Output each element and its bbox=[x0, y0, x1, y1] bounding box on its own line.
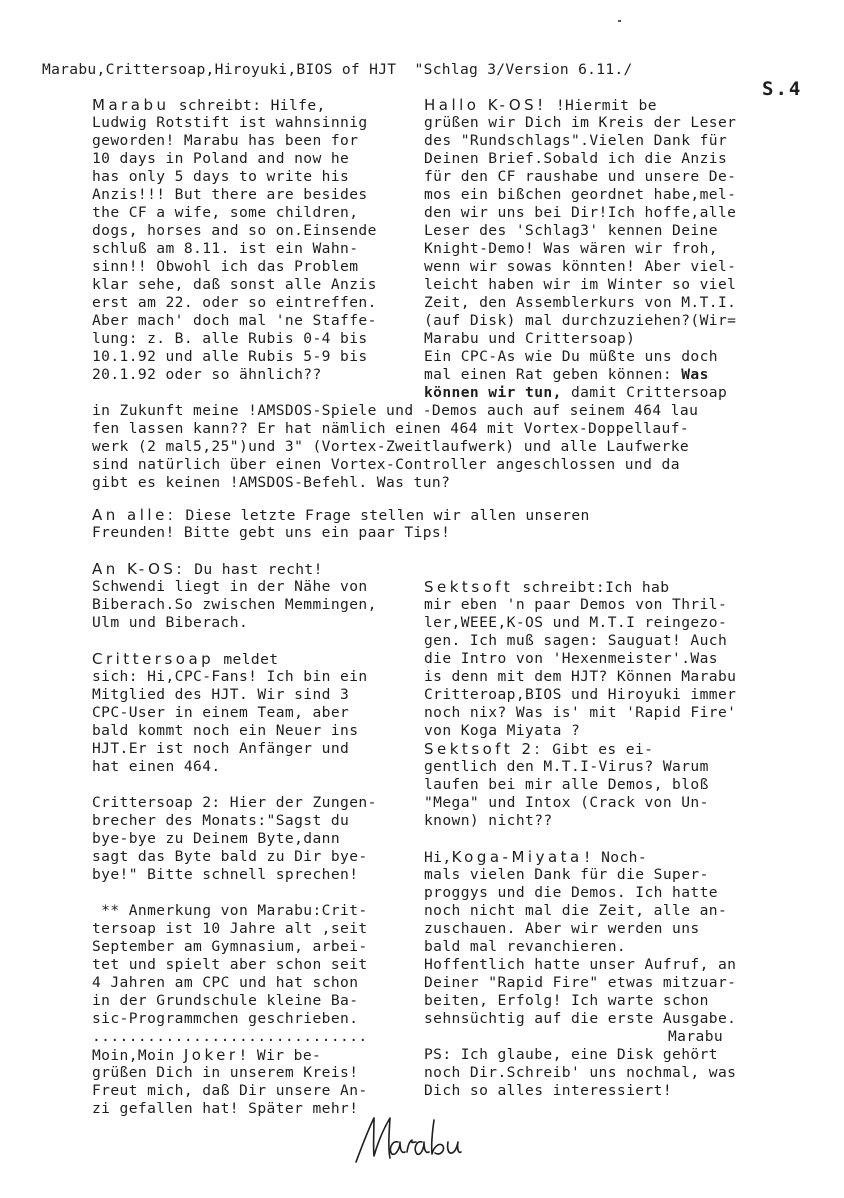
heading-marabu: Marabu bbox=[92, 96, 170, 114]
blank-line bbox=[92, 632, 377, 650]
text-line: PS: Ich glaube, eine Disk gehört bbox=[424, 1046, 718, 1063]
text-fragment: !Hiermit be bbox=[546, 97, 657, 114]
text-line: HJT.Er ist noch Anfänger und bbox=[92, 740, 350, 757]
text-line: "Mega" und Intox (Crack von Un- bbox=[424, 794, 709, 811]
text-line: mos ein bißchen geordnet habe,mel- bbox=[424, 186, 737, 203]
page-number: S.4 bbox=[762, 78, 803, 100]
text-line: zi gefallen hat! Später mehr! bbox=[92, 1100, 359, 1117]
text-line: sind natürlich über einen Vortex-Controller angeschlossen und da bbox=[92, 456, 680, 473]
text-fragment: Gibt es ei- bbox=[543, 741, 654, 758]
text-line bbox=[424, 578, 736, 596]
text-line: leicht haben wir im Winter so viel bbox=[424, 276, 737, 293]
text-line: 10 days in Poland and now he bbox=[92, 150, 350, 167]
text-line: Anzis!!! But there are besides bbox=[92, 186, 368, 203]
heading-hallo-kos: Hallo K-OS! bbox=[424, 96, 547, 114]
text-line: laufen bei mir alle Demos, bloß bbox=[424, 776, 709, 793]
text-line bbox=[424, 96, 736, 114]
blank-line bbox=[92, 776, 377, 794]
text-line: Mitglied des HJT. Wir sind 3 bbox=[92, 686, 350, 703]
text-line: 10.1.92 und alle Rubis 5-9 bis bbox=[92, 348, 368, 365]
text-line: noch Dir.Schreib' uns nochmal, was bbox=[424, 1064, 737, 1081]
text-line: gibt es keinen !AMSDOS-Befehl. Was tun? bbox=[92, 474, 451, 491]
text-line: beiten, Erfolg! Ich warte schon bbox=[424, 992, 709, 1009]
text-line bbox=[92, 506, 590, 524]
text-line bbox=[92, 1046, 377, 1064]
heading-joker: Joker bbox=[183, 1046, 239, 1064]
text-line: Freunden! Bitte gebt uns ein paar Tips! bbox=[92, 524, 451, 541]
text-line: von Koga Miyata ? bbox=[424, 722, 581, 739]
text-line: schluß am 8.11. ist ein Wahn- bbox=[92, 240, 359, 257]
text-line: Deinen Brief.Sobald ich die Anzis bbox=[424, 150, 728, 167]
text-line: für den CF raushabe und unsere De- bbox=[424, 168, 737, 185]
text-line: Biberach.So zwischen Memmingen, bbox=[92, 596, 377, 613]
text-line: werk (2 mal5,25")und 3" (Vortex-Zweitlaufwerk) und alle Laufwerke bbox=[92, 438, 690, 455]
text-line: Schwendi liegt in der Nähe von bbox=[92, 578, 368, 595]
text-line: Aber mach' doch mal 'ne Staffe- bbox=[92, 312, 377, 329]
text-line: noch nix? Was is' mit 'Rapid Fire' bbox=[424, 704, 737, 721]
text-line: tersoap ist 10 Jahre alt ,seit bbox=[92, 920, 368, 937]
right-bottom-column bbox=[424, 578, 736, 1100]
heading-an-alle: An alle: bbox=[92, 506, 177, 524]
text-line bbox=[424, 848, 736, 866]
text-line: sich: Hi,CPC-Fans! Ich bin ein bbox=[92, 668, 368, 685]
text-line: zuschauen. Aber wir werden uns bbox=[424, 920, 700, 937]
left-bottom-column bbox=[92, 560, 377, 1118]
text-line: 4 Jahren am CPC und hat schon bbox=[92, 974, 359, 991]
text-fragment: Was bbox=[681, 366, 709, 383]
text-line: Dich so alles interessiert! bbox=[424, 1082, 673, 1099]
heading-sektsoft: Sektsoft bbox=[424, 578, 514, 596]
text-line: erst am 22. oder so eintreffen. bbox=[92, 294, 377, 311]
page-header: Marabu,Crittersoap,Hiroyuki,BIOS of HJT "Schlag 3/Version 6.11./ bbox=[42, 61, 633, 78]
text-line: sic-Programmchen geschrieben. bbox=[92, 1010, 359, 1027]
text-fragment: Diese letzte Frage stellen wir allen unseren bbox=[176, 507, 590, 524]
text-fragment: schreibt:Ich hab bbox=[513, 579, 670, 596]
text-line: grüßen wir Dich im Kreis der Leser bbox=[424, 114, 737, 131]
text-fragment: Du hast recht! bbox=[185, 561, 323, 578]
text-line bbox=[92, 650, 377, 668]
text-line: is denn mit dem HJT? Können Marabu bbox=[424, 668, 737, 685]
text-fragment: Hi, bbox=[424, 849, 452, 866]
text-fragment: damit Crittersoap bbox=[561, 384, 728, 401]
text-line: klar sehe, daß sonst alle Anzis bbox=[92, 276, 377, 293]
heading-koga-miyata: Koga-Miyata bbox=[451, 848, 583, 866]
blank-line bbox=[92, 884, 377, 902]
text-line bbox=[424, 740, 736, 758]
text-line: Freut mich, daß Dir unsere An- bbox=[92, 1082, 368, 1099]
text-fragment: mal einen Rat geben können: bbox=[424, 366, 682, 383]
text-line bbox=[424, 384, 736, 402]
text-line: wenn wir sowas könnten! Aber viel- bbox=[424, 258, 737, 275]
text-line: Zeit, den Assemblerkurs von M.T.I. bbox=[424, 294, 737, 311]
text-line: mir eben 'n paar Demos von Thril- bbox=[424, 596, 728, 613]
text-line: Deiner "Rapid Fire" etwas mitzuar- bbox=[424, 974, 737, 991]
heading-crittersoap: Crittersoap bbox=[92, 650, 215, 668]
text-line: sinn!! Obwohl ich das Problem bbox=[92, 258, 359, 275]
text-line: Crittersoap 2: Hier der Zungen- bbox=[92, 794, 377, 811]
text-line: fen lassen kann?? Er hat nämlich einen 464 mit Vortex-Doppellauf- bbox=[92, 420, 690, 437]
text-line: in der Grundschule kleine Ba- bbox=[92, 992, 359, 1009]
text-line: mals vielen Dank für die Super- bbox=[424, 866, 709, 883]
text-line: den wir uns bei Dir!Ich hoffe,alle bbox=[424, 204, 737, 221]
text-fragment: ! Wir be- bbox=[238, 1047, 322, 1064]
text-line: Ludwig Rotstift ist wahnsinnig bbox=[92, 114, 368, 131]
text-line: bald mal revanchieren. bbox=[424, 938, 627, 955]
text-line: hat einen 464. bbox=[92, 758, 221, 775]
text-line: dogs, horses and so on.Einsende bbox=[92, 222, 377, 239]
text-line: the CF a wife, some children, bbox=[92, 204, 359, 221]
hallo-kos-message bbox=[424, 96, 736, 402]
heading-sektsoft-2: Sektsoft 2: bbox=[424, 740, 544, 758]
text-line bbox=[92, 560, 377, 578]
heading-an-kos: An K-OS: bbox=[92, 560, 186, 578]
text-line: ler,WEEE,K-OS und M.T.I reingezo- bbox=[424, 614, 728, 631]
text-line: Hoffentlich hatte unser Aufruf, an bbox=[424, 956, 737, 973]
an-alle-message bbox=[92, 506, 590, 542]
text-line: bye!" Bitte schnell sprechen! bbox=[92, 866, 359, 883]
full-width-text bbox=[92, 402, 698, 492]
text-fragment: ! Noch- bbox=[582, 849, 648, 866]
text-line: brecher des Monats:"Sagst du bbox=[92, 812, 350, 829]
text-line: lung: z. B. alle Rubis 0-4 bis bbox=[92, 330, 368, 347]
author-sign-off: Marabu bbox=[668, 1028, 724, 1045]
text-line: Ulm und Biberach. bbox=[92, 614, 249, 631]
text-line: Marabu und Crittersoap) bbox=[424, 330, 636, 347]
text-line: September am Gymnasium, arbei- bbox=[92, 938, 368, 955]
text-line: die Intro von 'Hexenmeister'.Was bbox=[424, 650, 718, 667]
text-line: Ein CPC-As wie Du müßte uns doch bbox=[424, 348, 718, 365]
text-fragment: schreibt: Hilfe, bbox=[169, 97, 326, 114]
text-line: (auf Disk) mal durchzuziehen?(Wir= bbox=[424, 312, 737, 329]
text-line: Knight-Demo! Was wären wir froh, bbox=[424, 240, 718, 257]
text-line: bald kommt noch ein Neuer ins bbox=[92, 722, 359, 739]
text-line: in Zukunft meine !AMSDOS-Spiele und -Demos auch auf seinem 464 lau bbox=[92, 402, 699, 419]
text-line: geworden! Marabu has been for bbox=[92, 132, 359, 149]
text-line: grüßen Dich in unserem Kreis! bbox=[92, 1064, 359, 1081]
text-fragment: meldet bbox=[214, 651, 279, 668]
text-line: known) nicht?? bbox=[424, 812, 553, 829]
text-line: CPC-User in einem Team, aber bbox=[92, 704, 350, 721]
text-line: has only 5 days to write his bbox=[92, 168, 350, 185]
paper-speck bbox=[618, 20, 621, 22]
text-line: sehnsüchtig auf die erste Ausgabe. bbox=[424, 1010, 737, 1027]
text-line: sagt das Byte bald zu Dir bye- bbox=[92, 848, 368, 865]
text-line bbox=[92, 96, 377, 114]
text-line: tet und spielt aber schon seit bbox=[92, 956, 368, 973]
text-line: ** Anmerkung von Marabu:Crit- bbox=[92, 902, 368, 919]
dotted-separator: .............................. bbox=[92, 1028, 368, 1045]
text-line: des "Rundschlags".Vielen Dank für bbox=[424, 132, 728, 149]
text-line: Leser des 'Schlag3' kennen Deine bbox=[424, 222, 718, 239]
blank-line bbox=[424, 830, 736, 848]
text-line: 20.1.92 oder so ähnlich?? bbox=[92, 366, 322, 383]
text-fragment: Moin,Moin bbox=[92, 1047, 184, 1064]
text-line: noch nicht mal die Zeit, alle an- bbox=[424, 902, 728, 919]
text-line: gentlich den M.T.I-Virus? Warum bbox=[424, 758, 709, 775]
text-line: bye-bye zu Deinem Byte,dann bbox=[92, 830, 341, 847]
text-line: gen. Ich muß sagen: Sauguat! Auch bbox=[424, 632, 728, 649]
text-line: Critteroap,BIOS und Hiroyuki immer bbox=[424, 686, 737, 703]
text-fragment: können wir tun, bbox=[424, 384, 562, 401]
handwritten-signature bbox=[352, 1112, 462, 1167]
text-line: proggys und die Demos. Ich hatte bbox=[424, 884, 718, 901]
marabu-message bbox=[92, 96, 377, 384]
text-line bbox=[424, 366, 736, 384]
